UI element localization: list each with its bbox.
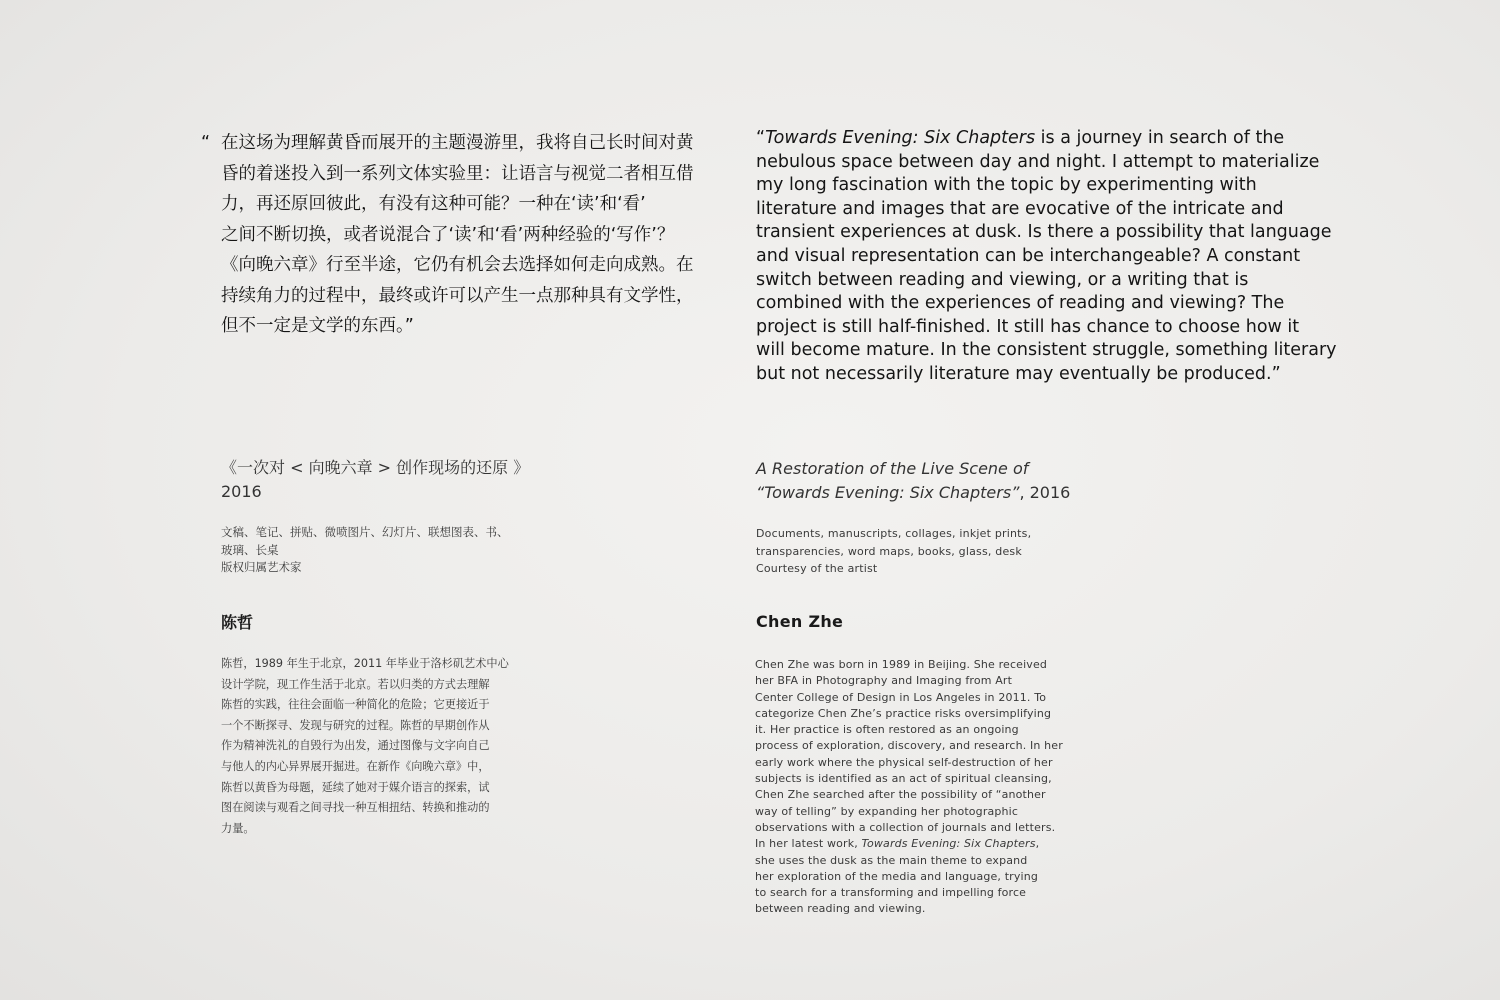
quote-english: [756, 127, 1376, 387]
bio-en-line: Center College of Design in Los Angeles in 2011. To: [755, 690, 1047, 704]
bio-en-work-title: Towards Evening: Six Chapters: [861, 837, 1036, 851]
bio-zh-line: 与他人的内心异界展开掘进。在新作《向晚六章》中，: [221, 759, 490, 773]
artist-name-english: Chen Zhe: [756, 612, 844, 631]
artist-name-chinese: 陈哲: [221, 613, 254, 632]
bio-en-latest-line: [755, 836, 1095, 852]
quote-zh-line: 力，再还原回彼此，有没有这种可能？一种在‘读’和‘看’: [221, 194, 646, 214]
bio-en-line: way of telling” by expanding her photographic: [755, 804, 1019, 818]
quote-en-line: nebulous space between day and night. I attempt to materialize: [756, 151, 1320, 172]
quote-en-line: switch between reading and viewing, or a writing that is: [756, 269, 1249, 290]
materials-zh-line: 玻璃、长桌: [221, 542, 279, 557]
quote-zh-line: 《向晚六章》行至半途，它仍有机会去选择如何走向成熟。在: [221, 255, 694, 275]
bio-en-line: her BFA in Photography and Imaging from Art: [755, 674, 1013, 688]
work-title-en-line2: [756, 481, 1256, 505]
quote-open-mark: “: [201, 133, 211, 153]
quote-en-line: my long fascination with the topic by experimenting with: [756, 175, 1257, 196]
bio-en-line: it. Her practice is often restored as an ongoing: [755, 723, 1019, 737]
artist-bio-english: [755, 657, 1095, 918]
bio-en-line: categorize Chen Zhe’s practice risks oversimplifying: [755, 706, 1052, 720]
bio-en-latest-suffix: ,: [1035, 837, 1040, 851]
bio-en-line: early work where the physical self-destruction of her: [755, 755, 1053, 769]
bio-zh-line: 力量。: [221, 821, 255, 835]
bio-zh-line: 陈哲，1989 年生于北京，2011 年毕业于洛杉矶艺术中心: [221, 657, 509, 670]
work-title-english: [756, 457, 1256, 505]
bio-en-line: her exploration of the media and language, trying: [755, 869, 1038, 883]
quote-zh-line: 之间不断切换，或者说混合了‘读’和‘看’两种经验的‘写作’？: [221, 224, 675, 245]
quote-zh-line: 但不一定是文学的东西。”: [221, 316, 414, 336]
courtesy-en: Courtesy of the artist: [756, 562, 878, 575]
bio-zh-line: 作为精神洗礼的自毁行为出发，通过图像与文字向自己: [221, 739, 490, 753]
bio-zh-line: 陈哲的实践，往往会面临一种简化的危险；它更接近于: [221, 698, 490, 712]
quote-en-first-line-rest: is a journey in search of the: [1035, 128, 1285, 148]
bio-zh-line: 陈哲以黄昏为母题，延续了她对于媒介语言的探索，试: [221, 780, 490, 794]
work-year-zh: 2016: [221, 482, 262, 501]
quote-en-line: will become mature. In the consistent struggle, something literary: [756, 340, 1337, 361]
quote-zh-line: 昏的着迷投入到一系列文体实验里：让语言与视觉二者相互借: [221, 163, 694, 184]
quote-en-line: literature and images that are evocative of the intricate and: [756, 198, 1284, 219]
materials-en-line: transparencies, word maps, books, glass, desk: [756, 544, 1022, 558]
courtesy-zh: 版权归属艺术家: [221, 560, 302, 574]
quote-en-line: project is still half-finished. It still has chance to choose how it: [756, 316, 1300, 337]
bio-zh-line: 图在阅读与观看之间寻找一种互相扭结、转换和推动的: [221, 801, 490, 815]
bio-zh-line: 一个不断探寻、发现与研究的过程。陈哲的早期创作从: [221, 718, 490, 732]
quote-en-line: combined with the experiences of reading and viewing? The: [756, 293, 1285, 314]
bio-en-line: Chen Zhe was born in 1989 in Beijing. She received: [755, 658, 1048, 671]
quote-en-work-title: Towards Evening: Six Chapters: [765, 128, 1036, 148]
quote-zh-line: 在这场为理解黄昏而展开的主题漫游里，我将自己长时间对黄: [221, 133, 694, 153]
artist-bio-chinese: [221, 654, 531, 839]
bio-en-latest-prefix: In her latest work,: [755, 837, 862, 851]
work-title-en-italic: “Towards Evening: Six Chapters”: [756, 483, 1020, 502]
quote-en-line: and visual representation can be interchangeable? A constant: [756, 245, 1301, 266]
quote-en-line: but not necessarily literature may eventually be produced.”: [756, 363, 1281, 384]
work-year-en: , 2016: [1019, 483, 1071, 502]
quote-zh-line: 持续角力的过程中，最终或许可以产生一点那种具有文学性，: [221, 285, 694, 306]
work-title-zh: 《一次对 < 向晚六章 > 创作现场的还原 》: [221, 458, 530, 477]
bio-en-line: to search for a transforming and impelling force: [755, 886, 1027, 900]
work-title-chinese: [221, 456, 621, 504]
quote-chinese: [201, 128, 711, 342]
bio-en-line: subjects is identified as an act of spiritual cleansing,: [755, 772, 1052, 786]
quote-en-first-line: [756, 127, 1376, 151]
bio-en-line: observations with a collection of journals and letters.: [755, 820, 1056, 834]
work-title-en-line1: A Restoration of the Live Scene of: [756, 459, 1029, 478]
quote-en-line: transient experiences at dusk. Is there a possibility that language: [756, 222, 1332, 243]
materials-english: [756, 525, 1096, 578]
bio-en-line: between reading and viewing.: [755, 902, 926, 916]
bio-en-line: process of exploration, discovery, and research. In her: [755, 739, 1063, 753]
bio-zh-line: 设计学院，现工作生活于北京。若以归类的方式去理解: [221, 677, 490, 691]
materials-zh-line: 文稿、笔记、拼贴、微喷图片、幻灯片、联想图表、书、: [221, 525, 509, 539]
quote-en-open-mark: “: [756, 128, 766, 148]
bio-en-line: she uses the dusk as the main theme to expand: [755, 853, 1028, 867]
materials-chinese: [221, 524, 541, 577]
bio-en-line: Chen Zhe searched after the possibility of “another: [755, 788, 1046, 802]
materials-en-line: Documents, manuscripts, collages, inkjet prints,: [756, 527, 1032, 540]
